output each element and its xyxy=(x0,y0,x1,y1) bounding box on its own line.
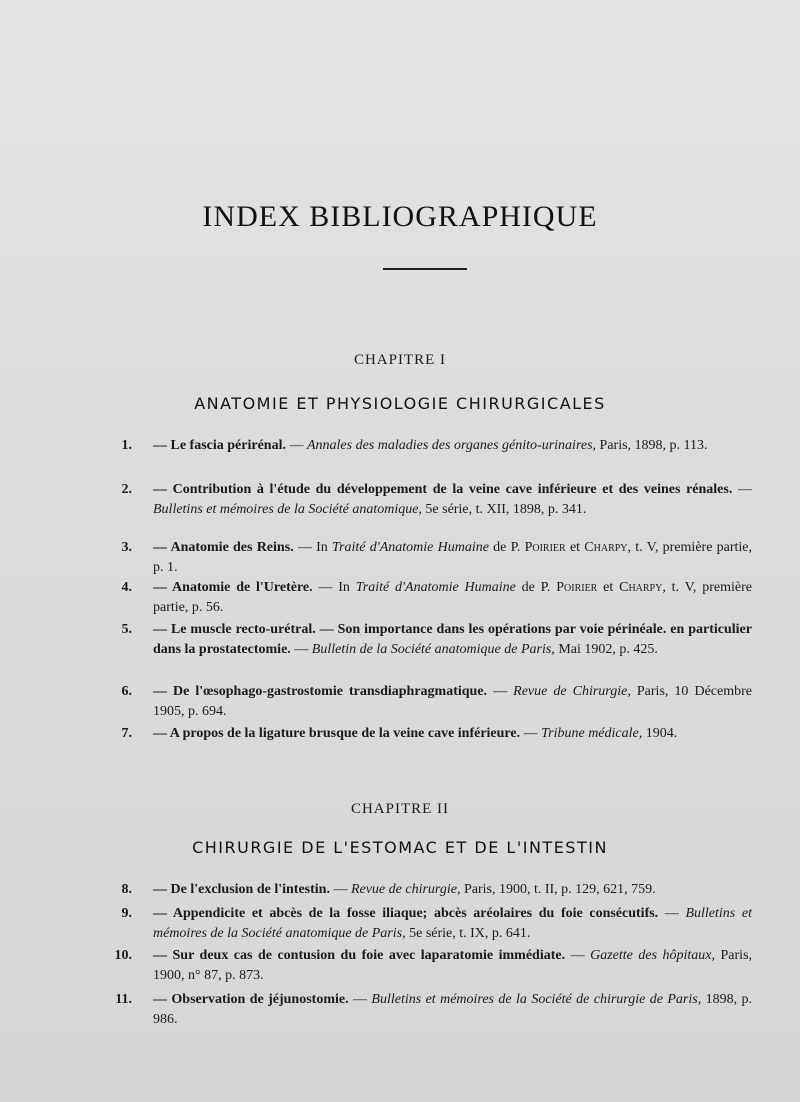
entry-number: 1. xyxy=(121,438,132,453)
entry-connector: de P. xyxy=(488,540,525,555)
bibliography-entry xyxy=(108,620,752,660)
entry-title: — Anatomie des Reins. xyxy=(153,540,294,555)
entry-number: 3. xyxy=(121,540,132,555)
entry-title: — Appendicite et abcès de la fosse iliaque; abcès aréolaires du foie consécutifs. xyxy=(153,906,659,921)
entry-number: 6. xyxy=(121,684,132,699)
chapter-label: CHAPITRE I xyxy=(353,352,447,368)
chapter-label: CHAPITRE II xyxy=(350,801,450,817)
entry-author: Charpy xyxy=(619,580,663,595)
entry-source: Revue de chirurgie, xyxy=(350,882,461,897)
entry-title: — Observation de jéjunostomie. xyxy=(153,992,349,1007)
bibliography-entry xyxy=(108,538,752,578)
entry-number: 7. xyxy=(121,726,132,741)
entry-title: — Le fascia périrénal. xyxy=(153,438,286,453)
entry-number: 5. xyxy=(121,622,132,637)
entry-details: 1898, p. 986. xyxy=(153,992,753,1027)
entry-title: — A propos de la ligature brusque de la veine cave inférieure. xyxy=(153,726,521,741)
entry-source: Gazette des hôpitaux, xyxy=(590,948,716,963)
bibliography-entry xyxy=(108,880,752,900)
bibliography-entry xyxy=(108,990,752,1030)
entry-number: 2. xyxy=(121,482,132,497)
chapter-title: ANATOMIE ET PHYSIOLOGIE CHIRURGICALES xyxy=(194,394,606,413)
entry-source: Bulletins et mémoires de la Société de chirurgie de Paris, xyxy=(371,992,702,1007)
entry-details: 1904. xyxy=(642,726,678,741)
entry-title: — De l'exclusion de l'intestin. xyxy=(153,882,330,897)
entry-number: 9. xyxy=(121,906,132,921)
entry-details: , t. V, première partie, p. 1. xyxy=(153,540,753,575)
entry-connector: et xyxy=(597,580,620,595)
entry-separator: — xyxy=(658,906,686,921)
entry-author: Poirier xyxy=(556,580,598,595)
entry-separator: — xyxy=(487,684,514,699)
bibliography-entry xyxy=(108,904,752,944)
bibliography-entry xyxy=(108,682,752,722)
entry-separator: — xyxy=(565,948,591,963)
entry-separator: — xyxy=(285,438,307,453)
entry-source: Bulletins et mémoires de la Société anatomique de Paris, xyxy=(153,906,752,941)
entry-number: 11. xyxy=(115,992,132,1007)
entry-separator: — xyxy=(329,882,351,897)
bibliography-entry xyxy=(108,480,752,520)
entry-source: Annales des maladies des organes génito-urinaires, xyxy=(306,438,597,453)
entry-title: — Le muscle recto-urétral. — Son importance dans les opérations par voie périnéale. en particulier dans la prostatectomie. xyxy=(153,622,752,657)
entry-number: 8. xyxy=(121,882,132,897)
page-title: INDEX BIBLIOGRAPHIQUE xyxy=(202,200,598,233)
entry-title: — De l'œsophago-gastrostomie transdiaphragmatique. xyxy=(153,684,488,699)
entry-number: 4. xyxy=(121,580,132,595)
entry-prefix: — In xyxy=(293,540,333,555)
entry-separator: — xyxy=(348,992,372,1007)
entry-details: Paris, 1900, n° 87, p. 873. xyxy=(153,948,753,983)
entry-separator: — xyxy=(520,726,542,741)
entry-source: Revue de Chirurgie, xyxy=(513,684,631,699)
entry-title: — Contribution à l'étude du développement de la veine cave inférieure et des veines rénales. xyxy=(153,482,733,497)
entry-details: 5e série, t. IX, p. 641. xyxy=(405,926,531,941)
bibliography-entry xyxy=(108,436,752,456)
entry-separator: — xyxy=(732,482,752,497)
chapter-title: CHIRURGIE DE L'ESTOMAC ET DE L'INTESTIN xyxy=(192,838,608,857)
entry-details: Paris, 10 Décembre 1905, p. 694. xyxy=(153,684,752,719)
entry-connector: et xyxy=(565,540,585,555)
entry-separator: — xyxy=(290,642,312,657)
entry-connector: de P. xyxy=(515,580,557,595)
bibliography-entry xyxy=(108,724,752,744)
entry-details: Paris, 1898, p. 113. xyxy=(596,438,708,453)
entry-prefix: — In xyxy=(312,580,356,595)
entry-author: Charpy xyxy=(584,540,628,555)
entry-source: Traité d'Anatomie Humaine xyxy=(355,580,516,595)
entry-source: Tribune médicale, xyxy=(541,726,643,741)
entry-author: Poirier xyxy=(524,540,566,555)
entry-details: , t. V, première partie, p. 56. xyxy=(153,580,752,615)
entry-source: Bulletins et mémoires de la Société anatomique, xyxy=(153,502,422,517)
entry-number: 10. xyxy=(114,948,132,963)
title-rule xyxy=(383,268,467,270)
bibliography-entry xyxy=(108,946,752,986)
entry-source: Traité d'Anatomie Humaine xyxy=(332,540,489,555)
entry-source: Bulletin de la Société anatomique de Paris, xyxy=(311,642,555,657)
entry-details: Paris, 1900, t. II, p. 129, 621, 759. xyxy=(460,882,656,897)
entry-details: Mai 1902, p. 425. xyxy=(554,642,658,657)
entry-details: 5e série, t. XII, 1898, p. 341. xyxy=(421,502,587,517)
bibliography-entry xyxy=(108,578,752,618)
entry-title: — Anatomie de l'Uretère. xyxy=(153,580,313,595)
entry-title: — Sur deux cas de contusion du foie avec laparatomie immédiate. xyxy=(153,948,566,963)
